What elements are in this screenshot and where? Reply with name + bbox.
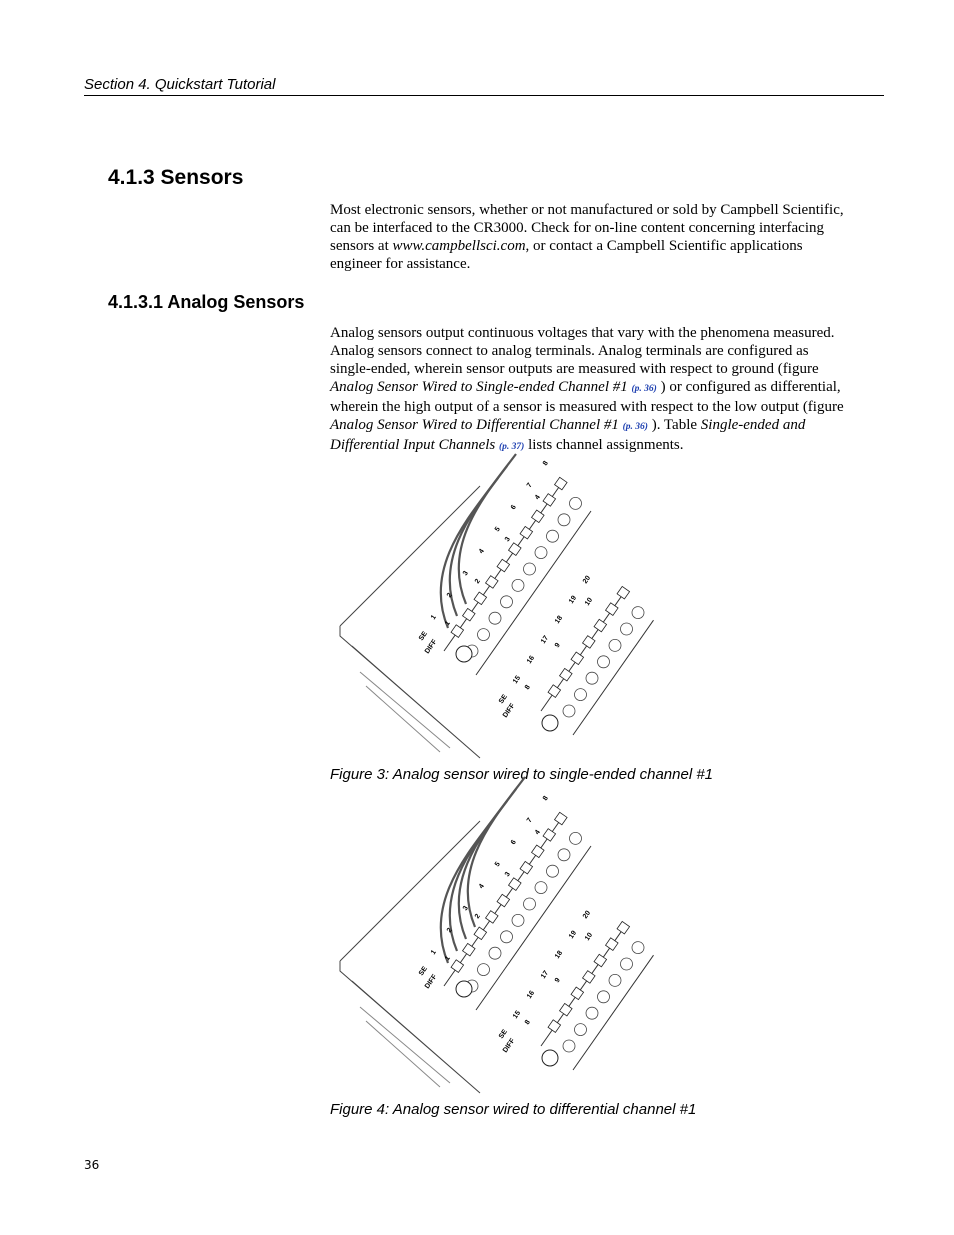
upper-se-channel-label: 7 xyxy=(525,481,534,490)
upper-se-channel-label: 1 xyxy=(429,613,438,622)
lower-block-edge xyxy=(573,955,654,1070)
upper-se-channel-label: 5 xyxy=(493,860,502,869)
upper-terminal-screw xyxy=(532,510,545,523)
upper-terminal-screw xyxy=(555,477,568,490)
upper-diff-channel-label: 4 xyxy=(533,828,542,837)
upper-terminal-screw xyxy=(451,625,464,638)
upper-terminal-socket xyxy=(570,832,582,844)
lower-terminal-screw xyxy=(548,1020,561,1033)
mount-screw xyxy=(542,1050,558,1066)
upper-terminal-screw xyxy=(497,559,510,572)
upper-diff-channel-label: 3 xyxy=(503,870,512,879)
panel-edge xyxy=(360,672,450,752)
upper-terminal-screw xyxy=(520,861,533,874)
upper-se-channel-label: 8 xyxy=(541,794,550,803)
figure-single-ended-wiring xyxy=(330,459,600,758)
upper-terminal-screw xyxy=(543,829,556,842)
para2-text-a: Analog sensors output continuous voltages that vary with the phenomena measured. Analog sensors connect to analog terminals. Analog terminals are configured as single-ended, wherein sensor outputs are measured with respect to ground (figure xyxy=(330,325,835,377)
se-label: SE xyxy=(417,965,429,978)
lower-terminal-socket xyxy=(575,1024,587,1036)
upper-terminal-screw xyxy=(451,960,464,973)
upper-se-channel-label: 2 xyxy=(445,591,454,600)
upper-diff-channel-label: 2 xyxy=(473,912,482,921)
upper-se-channel-label: 3 xyxy=(461,569,470,578)
diff-label: DIFF xyxy=(501,702,517,720)
upper-se-channel-label: 2 xyxy=(445,926,454,935)
upper-terminal-socket xyxy=(547,530,559,542)
upper-diff-channel-label: 1 xyxy=(443,954,452,963)
para1-text-a: Most electronic sensors, whether or not manufactured or sold by Campbell Scientific, can be interfaced to the CR3000. Check for on-line content concerning interfacing sensors at xyxy=(330,202,844,254)
upper-terminal-screw xyxy=(486,911,499,924)
mount-screw xyxy=(456,646,472,662)
upper-terminal-screw xyxy=(486,576,499,589)
para2-text-c: ). Table xyxy=(647,417,701,433)
upper-se-channel-label: 8 xyxy=(541,459,550,468)
upper-terminal-screw xyxy=(555,812,568,825)
upper-terminal-socket xyxy=(524,898,536,910)
upper-terminal-socket xyxy=(535,547,547,559)
upper-terminal-socket xyxy=(570,497,582,509)
lower-diff-channel-label: 9 xyxy=(553,641,562,650)
upper-block-edge xyxy=(473,511,591,675)
upper-terminal-socket xyxy=(478,964,490,976)
lower-terminal-socket xyxy=(586,1007,598,1019)
lower-diff-channel-label: 8 xyxy=(523,683,532,692)
ref-figure-differential: Analog Sensor Wired to Differential Channel #1 xyxy=(330,417,619,433)
se-label: SE xyxy=(417,630,429,643)
lower-terminal-screw xyxy=(606,603,619,616)
upper-terminal-screw xyxy=(497,894,510,907)
lower-se-channel-label: 18 xyxy=(553,949,565,961)
diff-label: DIFF xyxy=(423,973,439,991)
lower-terminal-screw xyxy=(594,954,607,967)
lower-terminal-screw xyxy=(560,1003,573,1016)
lower-terminal-socket xyxy=(586,672,598,684)
upper-se-channel-label: 6 xyxy=(509,503,518,512)
subsection-heading: 4.1.3.1 Analog Sensors xyxy=(108,292,305,312)
upper-se-channel-label: 3 xyxy=(461,904,470,913)
lower-se-channel-label: 15 xyxy=(511,674,523,686)
figure-3-caption: Figure 3: Analog sensor wired to single-ended channel #1 xyxy=(330,766,714,783)
upper-terminal-socket xyxy=(501,596,513,608)
upper-terminal-socket xyxy=(512,579,524,591)
enclosure-outline xyxy=(340,486,480,758)
upper-terminal-screw xyxy=(509,543,522,556)
upper-terminal-socket xyxy=(524,563,536,575)
upper-terminal-socket xyxy=(512,914,524,926)
ref-page-link-3[interactable]: (p. 37) xyxy=(499,442,525,452)
lower-terminal-socket xyxy=(621,958,633,970)
lower-terminal-socket xyxy=(632,942,644,954)
upper-block-edge xyxy=(473,846,591,1010)
diff-label: DIFF xyxy=(501,1037,517,1055)
upper-se-channel-label: 1 xyxy=(429,948,438,957)
lower-terminal-screw xyxy=(606,938,619,951)
lower-se-channel-label: 17 xyxy=(539,634,551,646)
lower-terminal-socket xyxy=(563,705,575,717)
wiring-illustration xyxy=(330,794,600,1093)
upper-se-channel-label: 5 xyxy=(493,525,502,534)
upper-terminal-socket xyxy=(558,514,570,526)
lower-se-channel-label: 20 xyxy=(581,909,593,921)
upper-terminal-screw xyxy=(543,494,556,507)
upper-diff-channel-label: 3 xyxy=(503,535,512,544)
upper-terminal-socket xyxy=(558,849,570,861)
upper-se-channel-label: 6 xyxy=(509,838,518,847)
lower-terminal-socket xyxy=(632,607,644,619)
lower-terminal-screw xyxy=(617,921,630,934)
mount-screw xyxy=(456,981,472,997)
lower-terminal-screw xyxy=(560,668,573,681)
upper-terminal-socket xyxy=(547,865,559,877)
lower-terminal-socket xyxy=(575,689,587,701)
upper-terminal-socket xyxy=(501,931,513,943)
enclosure-outline xyxy=(340,821,480,1093)
lower-se-channel-label: 20 xyxy=(581,574,593,586)
lower-terminal-screw xyxy=(583,971,596,984)
upper-terminal-socket xyxy=(489,612,501,624)
sensor-wire xyxy=(468,777,525,927)
lower-terminal-screw xyxy=(548,685,561,698)
website-link[interactable]: www.campbellsci.com xyxy=(392,238,526,254)
upper-terminal-socket xyxy=(478,629,490,641)
ref-page-link-1[interactable]: (p. 36) xyxy=(631,384,657,394)
lower-block-edge xyxy=(573,620,654,735)
lower-diff-channel-label: 10 xyxy=(583,596,595,608)
page-number: 36 xyxy=(84,1158,100,1172)
ref-figure-single-ended: Analog Sensor Wired to Single-ended Channel #1 xyxy=(330,379,628,395)
lower-terminal-screw xyxy=(571,987,584,1000)
upper-terminal-socket xyxy=(535,882,547,894)
se-label: SE xyxy=(497,1028,509,1041)
panel-edge xyxy=(360,1007,450,1087)
lower-se-channel-label: 19 xyxy=(567,594,579,606)
upper-terminal-screw xyxy=(509,878,522,891)
lower-se-channel-label: 16 xyxy=(525,989,537,1001)
lower-se-channel-label: 17 xyxy=(539,969,551,981)
lower-se-channel-label: 18 xyxy=(553,614,565,626)
analog-paragraph xyxy=(330,324,850,456)
mount-screw xyxy=(542,715,558,731)
wiring-illustration xyxy=(330,459,600,758)
upper-terminal-screw xyxy=(474,927,487,940)
lower-terminal-socket xyxy=(609,974,621,986)
figure-4-caption: Figure 4: Analog sensor wired to differential channel #1 xyxy=(330,1101,697,1118)
upper-terminal-screw xyxy=(474,592,487,605)
diff-label: DIFF xyxy=(423,638,439,656)
lower-se-channel-label: 15 xyxy=(511,1009,523,1021)
upper-terminal-socket xyxy=(489,947,501,959)
lower-diff-channel-label: 10 xyxy=(583,931,595,943)
upper-diff-channel-label: 4 xyxy=(533,493,542,502)
intro-paragraph xyxy=(330,201,850,273)
lower-diff-channel-label: 8 xyxy=(523,1018,532,1027)
lower-terminal-screw xyxy=(571,652,584,665)
lower-terminal-socket xyxy=(598,991,610,1003)
ref-table-channels: Single-ended and Differential Input Channels xyxy=(330,417,806,453)
ref-page-link-2[interactable]: (p. 36) xyxy=(622,422,648,432)
sensor-wire xyxy=(441,478,498,628)
upper-terminal-screw xyxy=(463,608,476,621)
figure-differential-wiring xyxy=(330,794,600,1093)
lower-terminal-socket xyxy=(598,656,610,668)
se-label: SE xyxy=(497,693,509,706)
lower-terminal-screw xyxy=(583,636,596,649)
upper-se-channel-label: 4 xyxy=(477,547,486,556)
upper-diff-channel-label: 2 xyxy=(473,577,482,586)
upper-terminal-screw xyxy=(532,845,545,858)
running-header: Section 4. Quickstart Tutorial xyxy=(84,76,884,96)
sensor-wire xyxy=(441,813,498,963)
upper-terminal-screw xyxy=(463,943,476,956)
lower-terminal-screw xyxy=(617,586,630,599)
lower-terminal-screw xyxy=(594,619,607,632)
para2-text-d: lists channel assignments. xyxy=(524,437,684,453)
lower-terminal-socket xyxy=(621,623,633,635)
para1-text-b: , or contact a Campbell Scientific applications engineer for assistance. xyxy=(330,238,803,272)
upper-se-channel-label: 4 xyxy=(477,882,486,891)
upper-diff-channel-label: 1 xyxy=(443,619,452,628)
upper-se-channel-label: 7 xyxy=(525,816,534,825)
lower-terminal-socket xyxy=(609,639,621,651)
lower-se-channel-label: 16 xyxy=(525,654,537,666)
upper-terminal-screw xyxy=(520,526,533,539)
lower-se-channel-label: 19 xyxy=(567,929,579,941)
section-heading: 4.1.3 Sensors xyxy=(108,166,244,189)
lower-terminal-socket xyxy=(563,1040,575,1052)
para2-text-b: ) or configured as differential, wherein the high output of a sensor is measured with respect to the low output (figure xyxy=(330,379,844,415)
lower-diff-channel-label: 9 xyxy=(553,976,562,985)
